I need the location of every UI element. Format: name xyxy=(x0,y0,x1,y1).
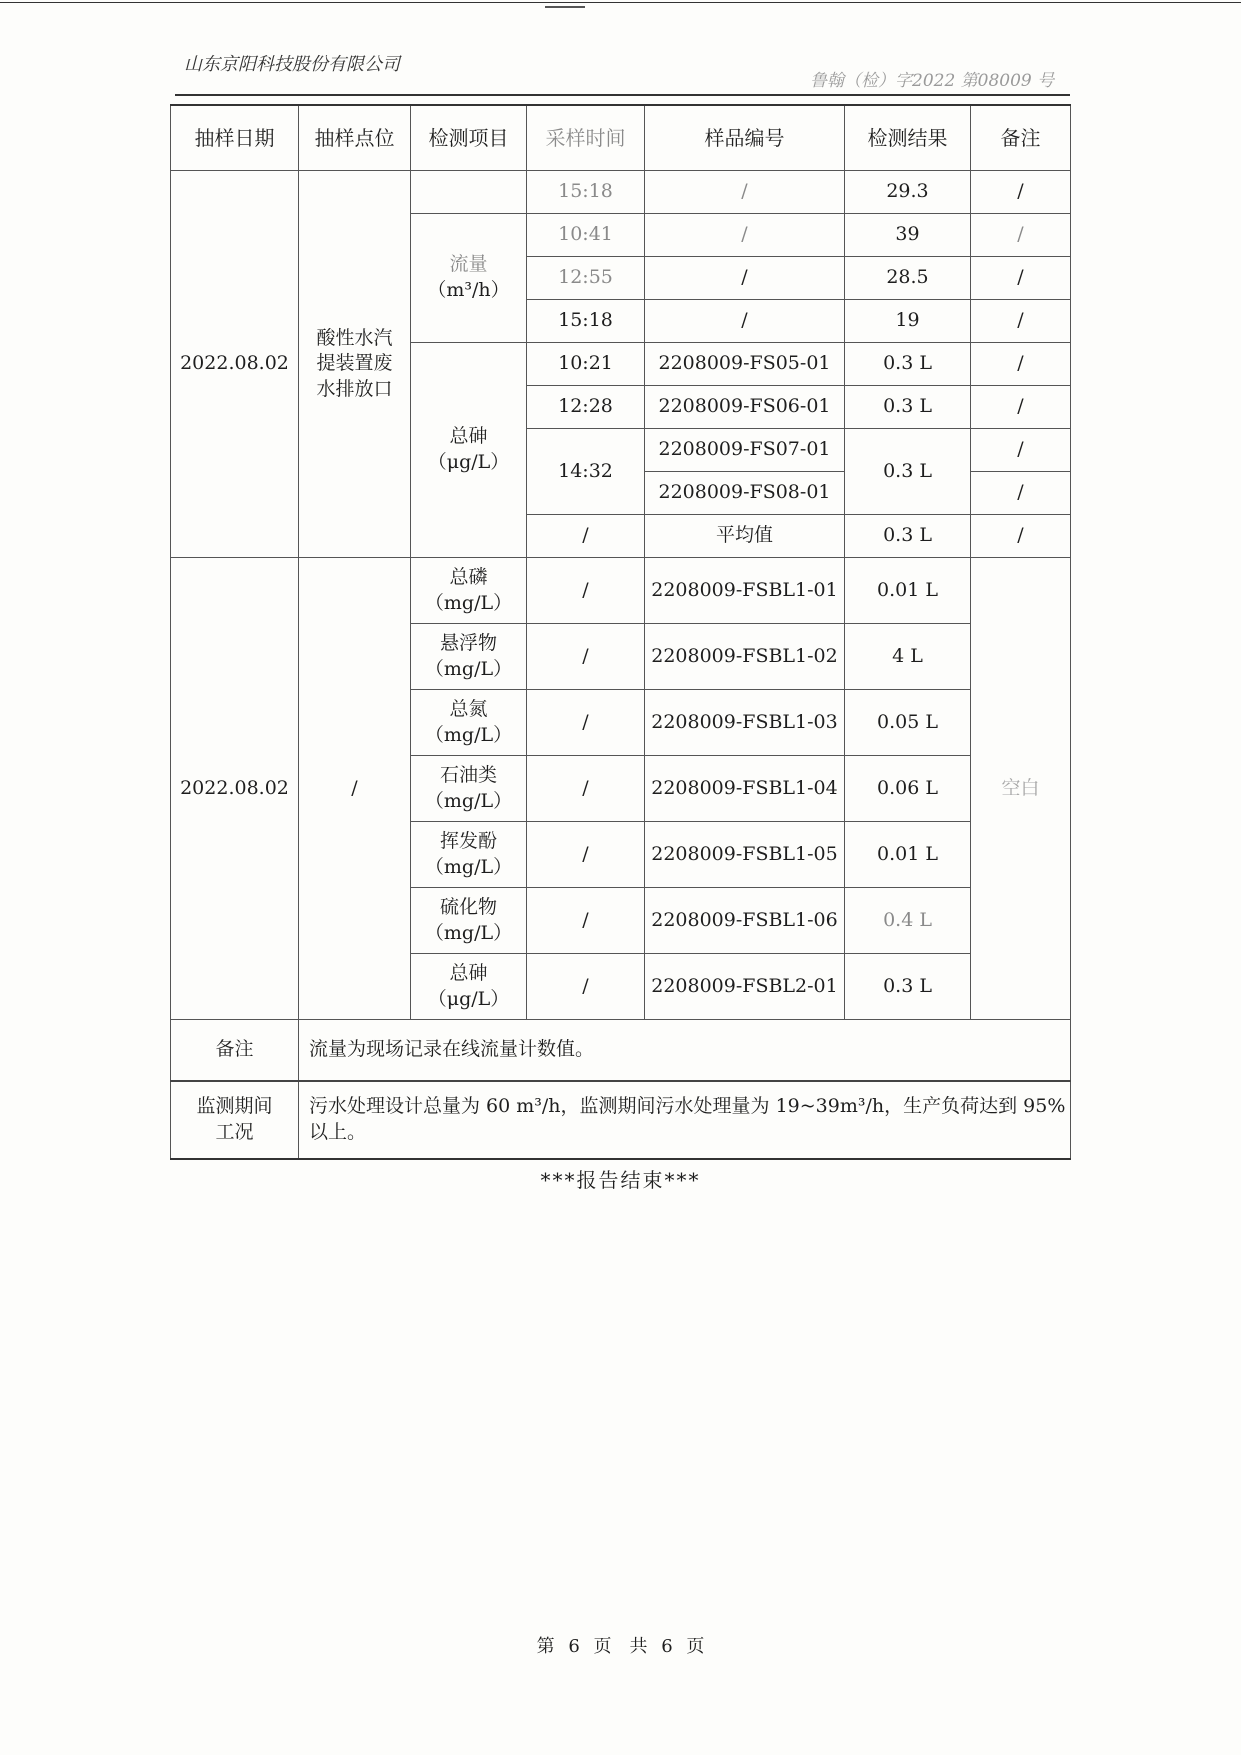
remark-cell: / xyxy=(971,472,1071,515)
sample-cell: / xyxy=(645,300,845,343)
result-cell: 29.3 xyxy=(845,171,971,214)
table-row xyxy=(171,171,1071,214)
result-cell: 28.5 xyxy=(845,257,971,300)
scan-top-edge xyxy=(0,2,1241,3)
col-test-item: 检测项目 xyxy=(411,105,527,171)
sample-cell: / xyxy=(645,214,845,257)
sample-cell: 2208009-FS08-01 xyxy=(645,472,845,515)
item-cell: 总砷 （μg/L） xyxy=(411,954,527,1020)
sample-cell: 2208009-FS06-01 xyxy=(645,386,845,429)
notes-text: 流量为现场记录在线流量计数值。 xyxy=(299,1020,1071,1082)
page-footer: 第 6 页 共 6 页 xyxy=(536,1636,705,1657)
flow-item: 流量 （m³/h） xyxy=(411,214,527,343)
results-table xyxy=(170,104,1071,1160)
remark-cell: / xyxy=(971,300,1071,343)
time-cell: 15:18 xyxy=(527,171,645,214)
time-cell: 12:28 xyxy=(527,386,645,429)
prev-item-cell xyxy=(411,171,527,214)
result-cell: 0.05 L xyxy=(845,690,971,756)
remark-cell: / xyxy=(971,257,1071,300)
col-remark: 备注 xyxy=(971,105,1071,171)
result-cell: 0.3 L xyxy=(845,386,971,429)
sample-cell: 2208009-FSBL1-04 xyxy=(645,756,845,822)
time-cell: / xyxy=(527,624,645,690)
notes-label: 备注 xyxy=(171,1020,299,1082)
result-cell: 0.06 L xyxy=(845,756,971,822)
notes-row xyxy=(171,1020,1071,1082)
col-sampling-date: 抽样日期 xyxy=(171,105,299,171)
result-cell: 0.01 L xyxy=(845,558,971,624)
col-sampling-time: 采样时间 xyxy=(527,105,645,171)
time-cell: / xyxy=(527,888,645,954)
blank-remark: 空白 xyxy=(971,558,1071,1020)
sample-cell: 2208009-FSBL2-01 xyxy=(645,954,845,1020)
time-cell: / xyxy=(527,954,645,1020)
col-result: 检测结果 xyxy=(845,105,971,171)
remark-cell: / xyxy=(971,515,1071,558)
remark-cell: / xyxy=(971,171,1071,214)
report-end-mark: ***报告结束*** xyxy=(540,1168,701,1192)
result-cell: 0.3 L xyxy=(845,343,971,386)
sample-cell: 2208009-FS07-01 xyxy=(645,429,845,472)
table-row xyxy=(171,558,1071,624)
item-cell: 悬浮物 （mg/L） xyxy=(411,624,527,690)
result-cell: 0.3 L xyxy=(845,429,971,515)
time-cell: 12:55 xyxy=(527,257,645,300)
sample-cell: 2208009-FSBL1-02 xyxy=(645,624,845,690)
time-cell: 15:18 xyxy=(527,300,645,343)
item-cell: 挥发酚 （mg/L） xyxy=(411,822,527,888)
result-cell: 0.3 L xyxy=(845,515,971,558)
table-header-row xyxy=(171,105,1071,171)
arsenic-item: 总砷 （μg/L） xyxy=(411,343,527,558)
col-sample-id: 样品编号 xyxy=(645,105,845,171)
sample-cell: 2208009-FSBL1-06 xyxy=(645,888,845,954)
remark-cell: / xyxy=(971,429,1071,472)
remark-cell: / xyxy=(971,386,1071,429)
sample-cell: 2208009-FS05-01 xyxy=(645,343,845,386)
time-cell: / xyxy=(527,558,645,624)
result-cell: 0.4 L xyxy=(845,888,971,954)
header-rule xyxy=(175,94,1070,96)
sample-cell: 2208009-FSBL1-05 xyxy=(645,822,845,888)
sample-cell: 2208009-FSBL1-01 xyxy=(645,558,845,624)
header-company: 山东京阳科技股份有限公司 xyxy=(184,54,400,75)
item-cell: 总磷 （mg/L） xyxy=(411,558,527,624)
result-cell: 39 xyxy=(845,214,971,257)
result-cell: 4 L xyxy=(845,624,971,690)
sample-cell: / xyxy=(645,171,845,214)
condition-text: 污水处理设计总量为 60 m³/h，监测期间污水处理量为 19~39m³/h，生产负荷达到 95%以上。 xyxy=(299,1081,1071,1159)
result-cell: 0.01 L xyxy=(845,822,971,888)
item-cell: 硫化物 （mg/L） xyxy=(411,888,527,954)
scan-mark xyxy=(545,6,585,8)
condition-label: 监测期间 工况 xyxy=(171,1081,299,1159)
sample-cell: 2208009-FSBL1-03 xyxy=(645,690,845,756)
item-cell: 总氮 （mg/L） xyxy=(411,690,527,756)
header-report-number: 鲁翰（检）字2022 第08009 号 xyxy=(810,71,1055,91)
sample-cell: / xyxy=(645,257,845,300)
condition-row xyxy=(171,1081,1071,1159)
time-cell: / xyxy=(527,756,645,822)
result-cell: 19 xyxy=(845,300,971,343)
average-label: 平均值 xyxy=(645,515,845,558)
item-cell: 石油类 （mg/L） xyxy=(411,756,527,822)
result-cell: 0.3 L xyxy=(845,954,971,1020)
col-sampling-site: 抽样点位 xyxy=(299,105,411,171)
time-cell: 10:41 xyxy=(527,214,645,257)
time-cell: 14:32 xyxy=(527,429,645,515)
time-cell: / xyxy=(527,690,645,756)
group1-site: 酸性水汽 提装置废 水排放口 xyxy=(299,171,411,558)
remark-cell: / xyxy=(971,343,1071,386)
group1-date: 2022.08.02 xyxy=(171,171,299,558)
time-cell: 10:21 xyxy=(527,343,645,386)
group2-date: 2022.08.02 xyxy=(171,558,299,1020)
remark-cell: / xyxy=(971,214,1071,257)
group2-site: / xyxy=(299,558,411,1020)
time-cell: / xyxy=(527,515,645,558)
time-cell: / xyxy=(527,822,645,888)
